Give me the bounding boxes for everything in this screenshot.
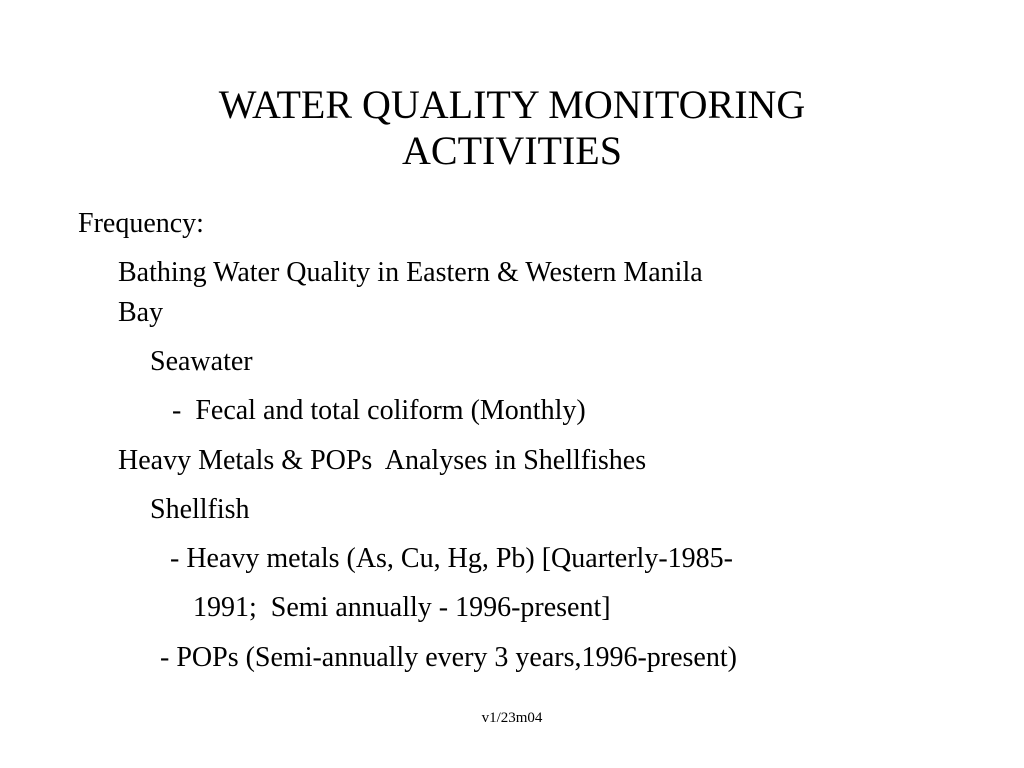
title-line-2: ACTIVITIES bbox=[402, 128, 622, 173]
sublist-item-shellfish: Shellfish bbox=[150, 494, 250, 525]
detail-pops: - POPs (Semi-annually every 3 years,1996-present) bbox=[160, 642, 737, 673]
heading-frequency: Frequency: bbox=[78, 208, 204, 239]
list-item-bathing-water-cont: Bay bbox=[118, 297, 164, 328]
detail-heavy-metals-cont: 1991; Semi annually - 1996-present] bbox=[193, 592, 611, 623]
detail-coliform: - Fecal and total coliform (Monthly) bbox=[172, 395, 586, 426]
detail-heavy-metals: - Heavy metals (As, Cu, Hg, Pb) [Quarterly-1985- bbox=[170, 543, 733, 574]
list-item-bathing-water: Bathing Water Quality in Eastern & Western Manila bbox=[118, 257, 703, 288]
slide-footer: v1/23m04 bbox=[481, 710, 543, 726]
title-line-1: WATER QUALITY MONITORING bbox=[218, 82, 806, 127]
list-item-heavy-metals: Heavy Metals & POPs Analyses in Shellfishes bbox=[118, 445, 647, 476]
slide-title bbox=[0, 82, 1024, 174]
sublist-item-seawater: Seawater bbox=[150, 346, 253, 377]
